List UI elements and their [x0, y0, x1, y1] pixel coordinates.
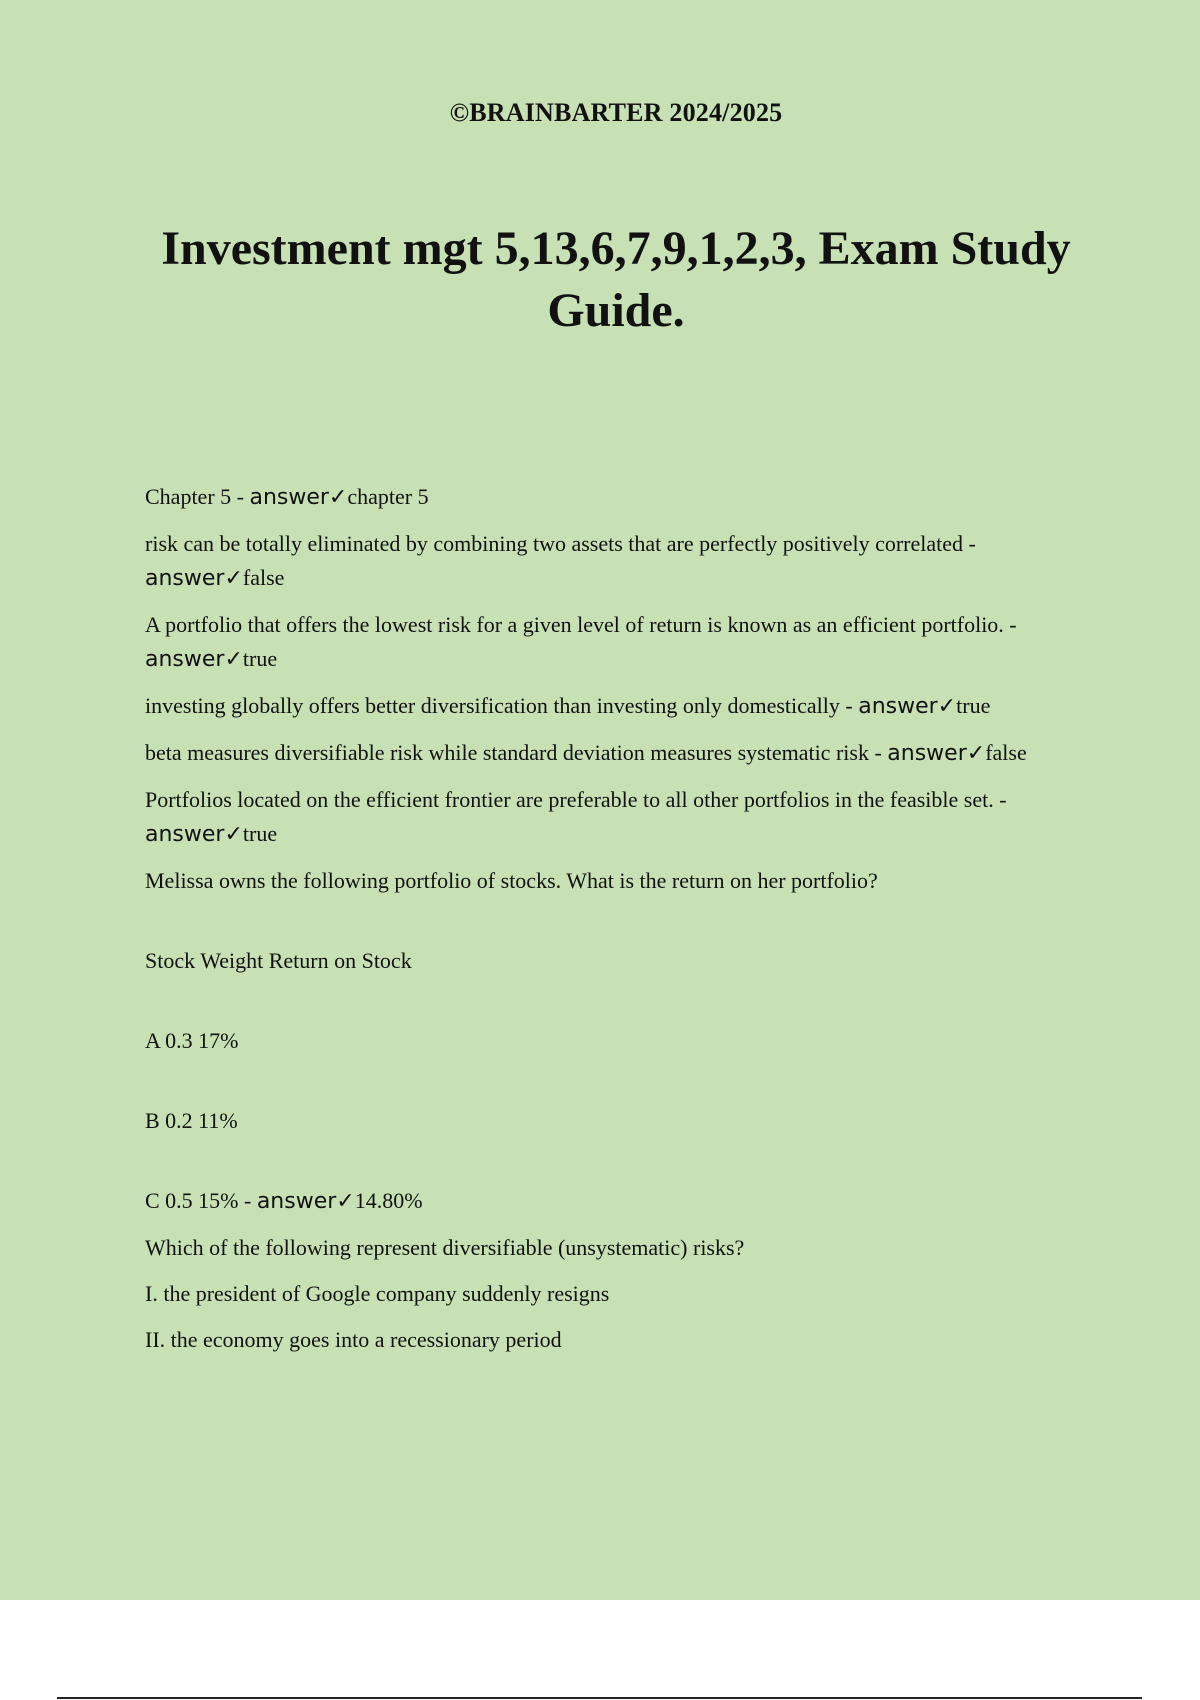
- question-text: investing globally offers better diversification than investing only domestically -: [145, 693, 859, 718]
- question-text: C 0.5 15% -: [145, 1188, 257, 1213]
- answer-marker: answer✓: [249, 485, 348, 510]
- answer-marker: answer✓: [145, 822, 243, 847]
- answer-text: false: [985, 740, 1027, 765]
- qa-item: [145, 783, 1085, 852]
- question-text: risk can be totally eliminated by combining two assets that are perfectly positively correlated -: [145, 531, 976, 556]
- answer-text: true: [242, 821, 278, 846]
- portfolio-question-prompt: Melissa owns the following portfolio of stocks. What is the return on her portfolio?: [145, 868, 878, 893]
- study-content: [145, 480, 1085, 1369]
- answer-marker: answer✓: [256, 1189, 355, 1214]
- answer-marker: answer✓: [145, 566, 243, 591]
- qa-item: [145, 689, 1085, 724]
- risk-option-2: II. the economy goes into a recessionary period: [145, 1327, 562, 1352]
- answer-text: false: [242, 565, 285, 590]
- portfolio-table-header: Stock Weight Return on Stock: [145, 948, 412, 973]
- question-text: beta measures diversifiable risk while standard deviation measures systematic risk -: [145, 740, 888, 765]
- answer-marker: answer✓: [887, 741, 986, 766]
- page-title: Investment mgt 5,13,6,7,9,1,2,3, Exam Study Guide.: [161, 222, 1071, 337]
- copyright-header: ©BRAINBARTER 2024/2025: [449, 98, 783, 127]
- risk-option-1: I. the president of Google company suddenly resigns: [145, 1281, 610, 1306]
- portfolio-row-c: [145, 1184, 1085, 1219]
- question-text: A portfolio that offers the lowest risk for a given level of return is known as an efficient portfolio. -: [145, 612, 1017, 637]
- question-text: Chapter 5 -: [145, 484, 250, 509]
- qa-item: [145, 480, 1085, 515]
- answer-text: true: [956, 693, 991, 718]
- answer-text: true: [242, 646, 278, 671]
- qa-item: [145, 608, 1085, 677]
- portfolio-row-a: A 0.3 17%: [145, 1028, 239, 1053]
- answer-marker: answer✓: [858, 694, 957, 719]
- portfolio-row-b: B 0.2 11%: [145, 1108, 238, 1133]
- risk-question-prompt: Which of the following represent diversifiable (unsystematic) risks?: [145, 1235, 745, 1260]
- answer-marker: answer✓: [145, 647, 243, 672]
- qa-item: [145, 736, 1085, 771]
- qa-item: [145, 527, 1085, 596]
- footer-divider: [57, 1697, 1142, 1699]
- answer-text: chapter 5: [347, 484, 429, 509]
- answer-text: 14.80%: [354, 1188, 423, 1213]
- question-text: Portfolios located on the efficient frontier are preferable to all other portfolios in the feasible set. -: [145, 787, 1007, 812]
